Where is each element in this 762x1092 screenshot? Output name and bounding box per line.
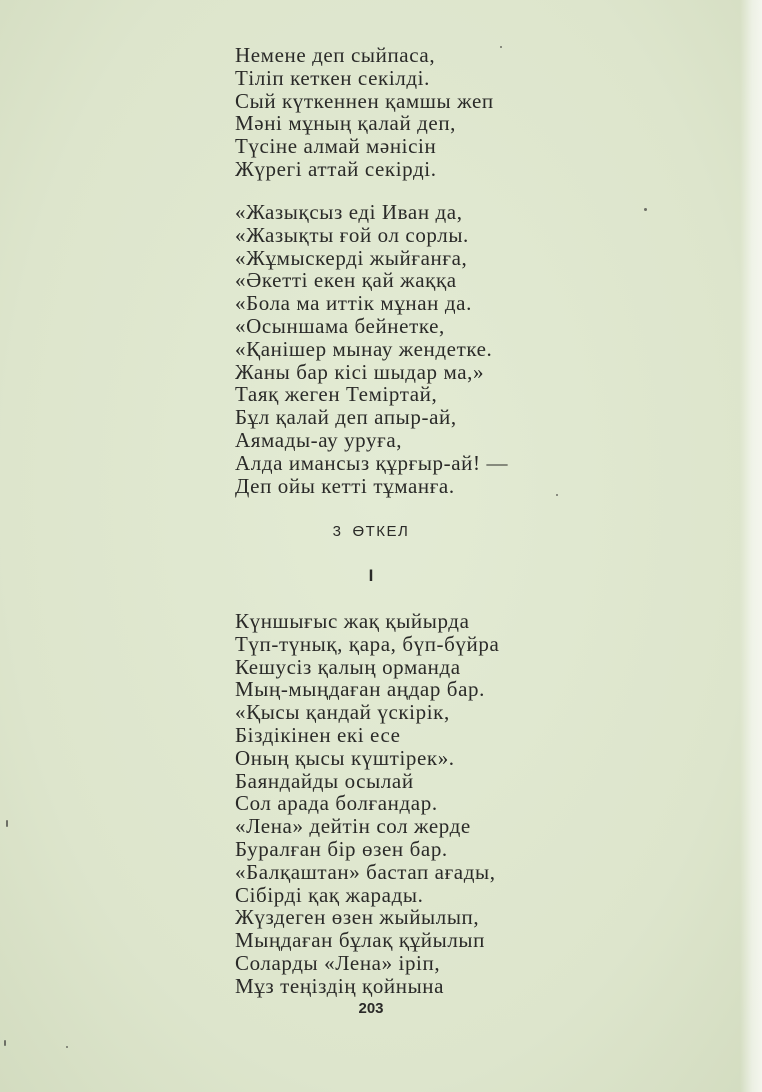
poem-line: Жүздеген өзен жыйылып, <box>235 905 480 930</box>
page-number: 203 <box>358 1000 384 1017</box>
paper-speck <box>6 820 8 827</box>
poem-line: Біздікінен екі есе <box>235 722 401 747</box>
poem-line: Бұл қалай деп апыр-ай, <box>235 405 457 430</box>
poem-line: Мыңдаған бұлақ құйылып <box>235 928 485 953</box>
poem-line: «Балқаштан» бастап ағады, <box>235 859 496 884</box>
poem-line: Мың-мыңдаған аңдар бар. <box>235 677 485 702</box>
poem-line: Буралған бір өзен бар. <box>235 836 448 861</box>
poem-line: Мәні мұның қалай деп, <box>235 111 457 136</box>
chapter-number: 3 <box>332 523 343 540</box>
paper-speck <box>4 1040 6 1046</box>
poem-line: Сый күткеннен қамшы жеп <box>235 88 494 113</box>
poem-line: «Осыншама бейнетке, <box>235 313 445 338</box>
poem-line: Баяндайды осылай <box>235 768 414 793</box>
paper-speck <box>644 208 647 211</box>
chapter-heading <box>0 523 742 540</box>
poem-line: «Лена» дейтін сол жерде <box>235 814 471 839</box>
poem-line: «Бола ма иттік мұнан да. <box>235 291 472 316</box>
poem-line: «Қысы қандай үскірік, <box>235 700 450 725</box>
poem-line: Жүрегі аттай секірді. <box>235 156 437 181</box>
poem-line: «Жазықты ғой ол сорлы. <box>235 222 469 247</box>
poem-line: Сол арада болғандар. <box>235 791 438 816</box>
paper-speck <box>556 494 558 496</box>
poem-line: Алда имансыз құрғыр-ай! — <box>235 450 509 475</box>
section-numeral: I <box>368 566 374 585</box>
poem-line: Түсіне алмай мәнісін <box>235 134 437 159</box>
poem-line: Түп-түнық, қара, бүп-бүйра <box>235 631 500 656</box>
poem-stanza-1 <box>235 44 494 181</box>
poem-stanza-2 <box>235 201 508 497</box>
poem-line: Аямады-ау уруға, <box>235 427 403 452</box>
poem-line: Жаны бар кісі шыдар ма,» <box>235 359 485 384</box>
chapter-title: ӨТКЕЛ <box>352 523 410 540</box>
poem-line: «Қанішер мынау жендетке. <box>235 336 493 361</box>
page-edge-shadow <box>740 0 762 1092</box>
poem-line: Оның қысы күштірек». <box>235 745 455 770</box>
poem-line: Күншығыс жақ қыйырда <box>235 609 470 633</box>
poem-line: «Жазықсыз еді Иван да, <box>235 200 463 224</box>
poem-line: «Әкетті екен қай жаққа <box>235 268 457 293</box>
paper-speck <box>66 1046 68 1048</box>
poem-line: Сібірді қақ жарады. <box>235 882 424 907</box>
poem-line: Мұз теңіздің қойнына <box>235 973 445 998</box>
poem-line: Тіліп кеткен секілді. <box>235 65 430 90</box>
poem-line: Немене деп сыйпаса, <box>235 43 436 67</box>
poem-line: Таяқ жеген Теміртай, <box>235 382 438 407</box>
poem-line: Кешусіз қалың орманда <box>235 654 461 679</box>
poem-line: «Жұмыскерді жыйғанға, <box>235 245 468 270</box>
poem-line: Соларды «Лена» іріп, <box>235 950 441 975</box>
poem-stanza-3 <box>235 610 499 998</box>
poem-line: Деп ойы кетті тұманға. <box>235 473 455 498</box>
paper-speck <box>500 46 502 48</box>
